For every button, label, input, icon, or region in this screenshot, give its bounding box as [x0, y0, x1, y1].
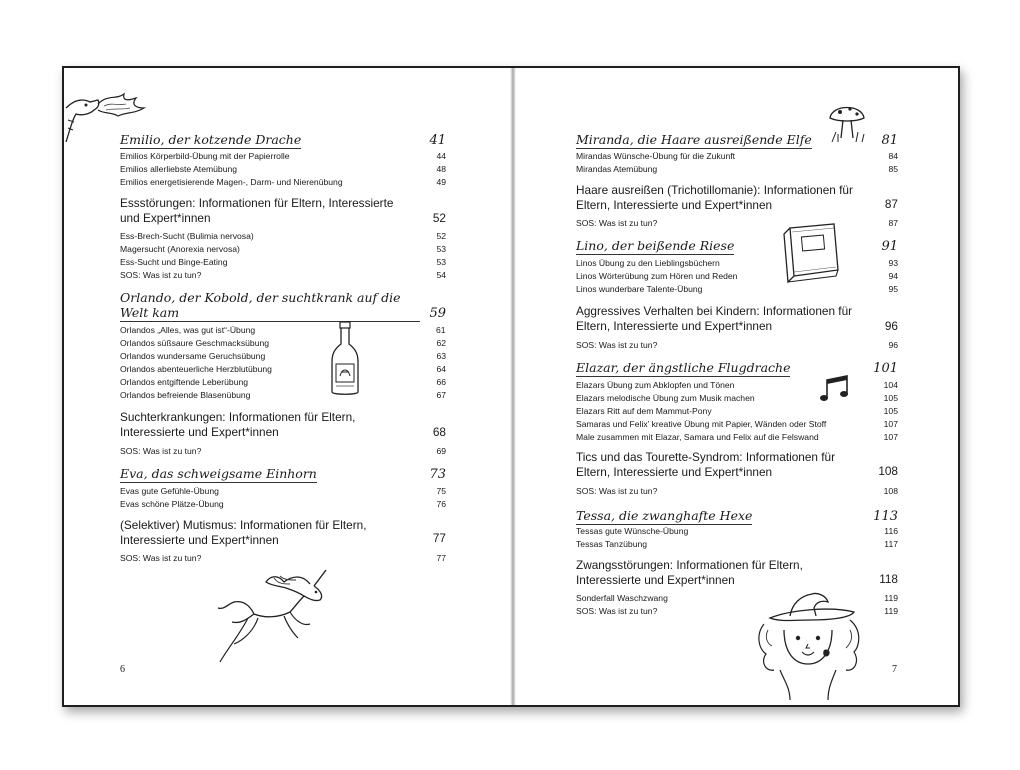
toc-item[interactable] — [576, 432, 898, 443]
page-ref: 67 — [436, 390, 446, 400]
page-number: 6 — [120, 664, 125, 675]
item-title: Emilios energetisierende Magen-, Darm- und Nierenübung — [120, 177, 343, 187]
open-book — [62, 66, 960, 707]
item-title: SOS: Was ist zu tun? — [576, 218, 658, 228]
toc-item[interactable] — [576, 393, 898, 404]
chapter-title: Emilio, der kotzende Drache — [120, 132, 302, 147]
toc-item[interactable] — [120, 486, 446, 497]
page-ref: 69 — [436, 446, 446, 456]
toc-item[interactable] — [576, 151, 898, 162]
toc-item[interactable] — [120, 553, 446, 564]
item-title: Orlandos abenteuerliche Herzblutübung — [120, 364, 272, 374]
section-title: Suchterkrankungen: Informationen für Eltern, Interessierte und Expert*innen — [120, 410, 356, 439]
section-title: Haare ausreißen (Trichotillomanie): Informationen für Eltern, Interessierte und Expert*innen — [576, 183, 853, 212]
toc-section[interactable] — [120, 518, 446, 550]
item-title: Emilios allerliebste Atemübung — [120, 164, 238, 174]
item-title: Elazars Ritt auf dem Mammut-Pony — [576, 406, 712, 416]
toc-item[interactable] — [120, 390, 446, 401]
item-title: Orlandos „Alles, was gut ist“-Übung — [120, 325, 256, 335]
toc-section[interactable] — [120, 410, 446, 442]
page-ref: 44 — [436, 151, 446, 161]
page-ref: 91 — [881, 239, 898, 254]
page-ref: 87 — [884, 197, 898, 211]
item-title: SOS: Was ist zu tun? — [120, 446, 202, 456]
toc-item[interactable] — [120, 177, 446, 188]
page-ref: 96 — [884, 319, 898, 333]
page-ref: 104 — [883, 380, 898, 390]
toc-chapter[interactable] — [576, 508, 898, 525]
item-title: SOS: Was ist zu tun? — [576, 486, 658, 496]
page-ref: 95 — [888, 284, 898, 294]
bottle-icon — [326, 320, 364, 398]
item-title: Linos Wörterübung zum Hören und Reden — [576, 271, 738, 281]
item-title: Mirandas Atemübung — [576, 164, 658, 174]
item-title: Elazars Übung zum Abklopfen und Tönen — [576, 380, 735, 390]
page-ref: 113 — [873, 509, 898, 524]
toc-section[interactable] — [576, 558, 898, 590]
chapter-title: Elazar, der ängstliche Flugdrache — [576, 360, 791, 375]
toc-item[interactable] — [576, 380, 898, 391]
toc-item[interactable] — [120, 164, 446, 175]
toc-item[interactable] — [120, 351, 446, 362]
page-ref: 118 — [879, 572, 898, 586]
toc-section[interactable] — [576, 304, 898, 336]
item-title: Ess-Sucht und Binge-Eating — [120, 257, 228, 267]
toc-item[interactable] — [120, 499, 446, 510]
section-title: Tics und das Tourette-Syndrom: Informationen für Eltern, Interessierte und Expert*innen — [576, 450, 836, 479]
page-ref: 108 — [883, 486, 898, 496]
item-title: SOS: Was ist zu tun? — [576, 340, 658, 350]
page-ref: 81 — [881, 133, 898, 148]
item-title: Ess-Brech-Sucht (Bulimia nervosa) — [120, 231, 254, 241]
right-page — [512, 68, 958, 705]
item-title: SOS: Was ist zu tun? — [120, 553, 202, 563]
toc-item[interactable] — [120, 364, 446, 375]
page-ref: 94 — [888, 271, 898, 281]
page-ref: 84 — [888, 151, 898, 161]
page-ref: 76 — [436, 499, 446, 509]
toc-item[interactable] — [576, 164, 898, 175]
chapter-title: Orlando, der Kobold, der suchtkrank auf die Welt kam — [120, 290, 420, 322]
item-title: Elazars melodische Übung zum Musik machen — [576, 393, 755, 403]
left-page — [64, 68, 512, 705]
section-title: (Selektiver) Mutismus: Informationen für Eltern, Interessierte und Expert*innen — [120, 518, 367, 547]
section-title: Zwangsstörungen: Informationen für Eltern, Interessierte und Expert*innen — [576, 558, 803, 587]
page-ref: 119 — [884, 593, 898, 603]
page-ref: 53 — [436, 257, 446, 267]
section-title: Aggressives Verhalten bei Kindern: Informationen für Eltern, Interessierte und Expert*innen — [576, 304, 853, 333]
chapter-title: Eva, das schweigsame Einhorn — [120, 466, 317, 481]
item-title: Mirandas Wünsche-Übung für die Zukunft — [576, 151, 736, 161]
page-ref: 48 — [436, 164, 446, 174]
item-title: SOS: Was ist zu tun? — [576, 606, 658, 616]
toc-item[interactable] — [120, 377, 446, 388]
toc-item[interactable] — [120, 257, 446, 268]
page-ref: 93 — [888, 258, 898, 268]
toc-item[interactable] — [576, 539, 898, 550]
toc-section[interactable] — [576, 450, 898, 482]
page-ref: 62 — [436, 338, 446, 348]
page-ref: 96 — [888, 340, 898, 350]
page-ref: 85 — [888, 164, 898, 174]
toc-chapter[interactable] — [120, 466, 446, 483]
item-title: Evas gute Gefühle-Übung — [120, 486, 219, 496]
page-ref: 52 — [432, 211, 446, 225]
page-ref: 108 — [878, 464, 898, 478]
item-title: Male zusammen mit Elazar, Samara und Felix auf die Felswand — [576, 432, 819, 442]
chapter-title: Miranda, die Haare ausreißende Elfe — [576, 132, 812, 147]
toc-item[interactable] — [576, 218, 898, 229]
page-ref: 64 — [436, 364, 446, 374]
page-ref: 41 — [429, 133, 446, 148]
page-ref: 66 — [436, 377, 446, 387]
witch-icon — [750, 590, 868, 702]
page-ref: 107 — [883, 419, 898, 429]
page-ref: 77 — [436, 553, 446, 563]
toc-item[interactable] — [120, 270, 446, 281]
page-ref: 61 — [436, 325, 446, 335]
toc-chapter[interactable] — [120, 290, 446, 322]
item-title: Orlandos wundersame Geruchsübung — [120, 351, 266, 361]
page-ref: 59 — [429, 306, 446, 321]
page-ref: 52 — [436, 231, 446, 241]
toc-item[interactable] — [576, 486, 898, 497]
toc-item[interactable] — [120, 338, 446, 349]
item-title: Tessas gute Wünsche-Übung — [576, 526, 689, 536]
page-ref: 73 — [429, 467, 446, 482]
page-ref: 101 — [873, 361, 898, 376]
chapter-title: Lino, der beißende Riese — [576, 238, 735, 253]
page-ref: 49 — [436, 177, 446, 187]
toc-item[interactable] — [576, 419, 898, 430]
item-title: Samaras und Felix’ kreative Übung mit Papier, Wänden oder Stoff — [576, 419, 827, 429]
toc-item[interactable] — [576, 526, 898, 537]
toc-item[interactable] — [120, 325, 446, 336]
section-title: Essstörungen: Informationen für Eltern, Interessierte und Expert*innen — [120, 196, 394, 225]
item-title: Emilios Körperbild-Übung mit der Papierrolle — [120, 151, 290, 161]
toc-section[interactable] — [120, 196, 446, 228]
toc-chapter[interactable] — [120, 132, 446, 149]
toc-item[interactable] — [576, 284, 898, 295]
page-ref: 53 — [436, 244, 446, 254]
page-ref: 68 — [432, 425, 446, 439]
item-title: Orlandos befreiende Blasenübung — [120, 390, 251, 400]
page-ref: 117 — [884, 539, 898, 549]
item-title: Evas schöne Plätze-Übung — [120, 499, 224, 509]
toc-item[interactable] — [120, 231, 446, 242]
unicorn-icon — [214, 564, 339, 672]
page-ref: 116 — [884, 526, 898, 536]
page-ref: 107 — [883, 432, 898, 442]
page-ref: 77 — [432, 531, 446, 545]
chapter-title: Tessa, die zwanghafte Hexe — [576, 508, 753, 523]
item-title: Magersucht (Anorexia nervosa) — [120, 244, 240, 254]
toc-item[interactable] — [120, 151, 446, 162]
item-title: Orlandos süßsaure Geschmacksübung — [120, 338, 270, 348]
toc-item[interactable] — [576, 340, 898, 351]
page-ref: 63 — [436, 351, 446, 361]
page-ref: 75 — [436, 486, 446, 496]
item-title: Linos Übung zu den Lieblingsbüchern — [576, 258, 720, 268]
page-ref: 105 — [883, 406, 898, 416]
toc-item[interactable] — [576, 406, 898, 417]
page-ref: 87 — [888, 218, 898, 228]
page-ref: 54 — [436, 270, 446, 280]
toc-section[interactable] — [576, 183, 898, 215]
item-title: SOS: Was ist zu tun? — [120, 270, 202, 280]
toc-item[interactable] — [576, 258, 898, 269]
toc-chapter[interactable] — [576, 238, 898, 255]
toc-item[interactable] — [576, 271, 898, 282]
toc-item[interactable] — [120, 244, 446, 255]
page-ref: 105 — [883, 393, 898, 403]
item-title: Tessas Tanzübung — [576, 539, 648, 549]
item-title: Sonderfall Waschzwang — [576, 593, 668, 603]
item-title: Orlandos entgiftende Leberübung — [120, 377, 249, 387]
toc-item[interactable] — [120, 446, 446, 457]
page-number: 7 — [892, 664, 897, 675]
toc-chapter[interactable] — [576, 132, 898, 149]
page-ref: 119 — [884, 606, 898, 616]
item-title: Linos wunderbare Talente-Übung — [576, 284, 703, 294]
